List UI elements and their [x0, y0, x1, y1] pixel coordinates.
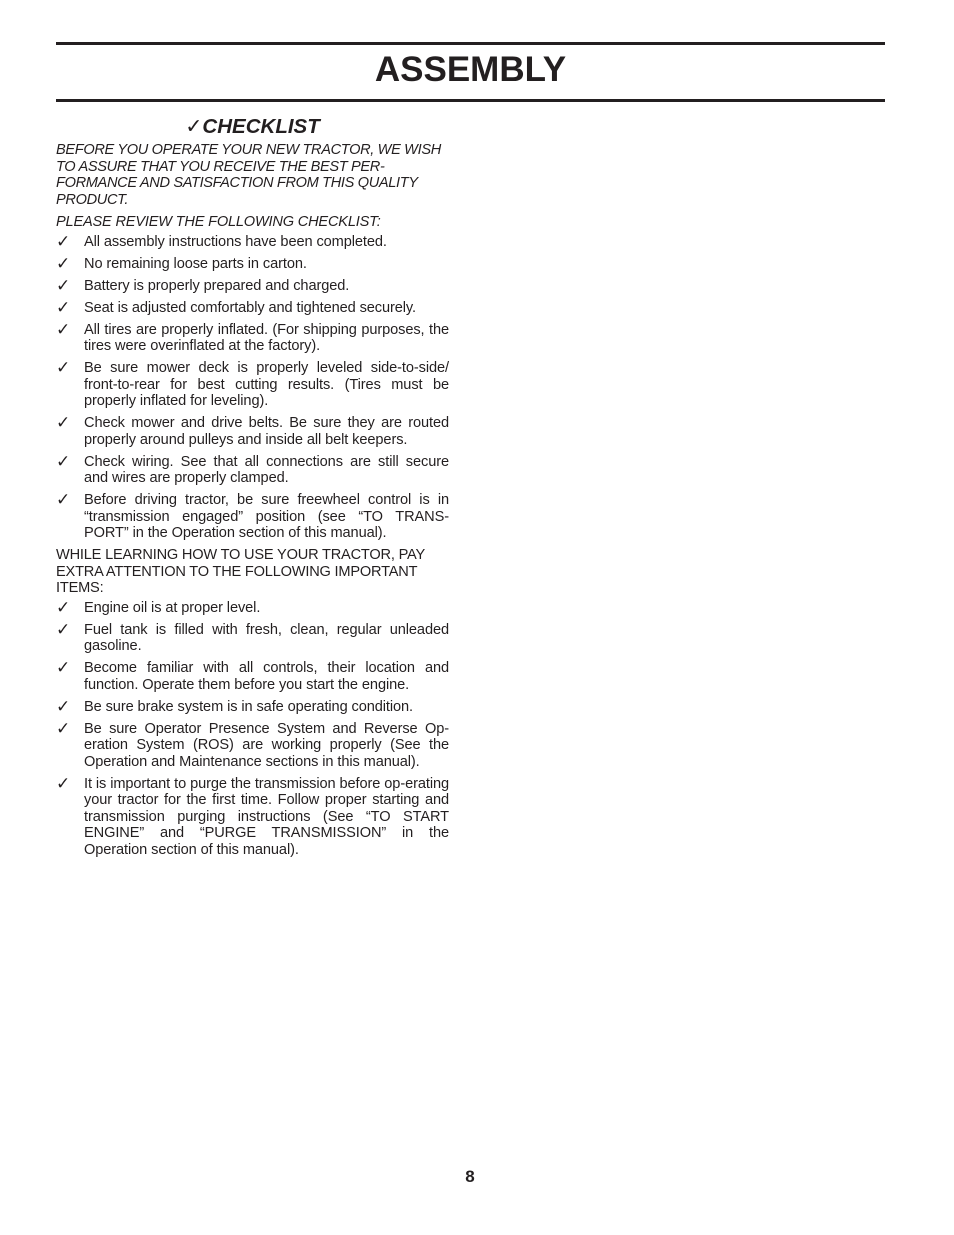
checklist-item: ✓ All tires are properly inflated. (For shipping purposes, the tires were overinflated at the factory). — [56, 319, 449, 354]
checkmark-icon: ✓ — [56, 696, 71, 717]
checkmark-icon: ✓ — [56, 297, 71, 318]
checklist-item: ✓ Check wiring. See that all connections are still secure and wires are properly clamped. — [56, 451, 449, 486]
learning-item: ✓ Fuel tank is filled with fresh, clean, regular unleaded gasoline. — [56, 619, 449, 654]
header-rule-top — [56, 42, 885, 45]
checklist-item: ✓ Check mower and drive belts. Be sure they are routed properly around pulleys and inside all belt keepers. — [56, 413, 449, 448]
page-title: ASSEMBLY — [374, 50, 567, 89]
checklist-item: ✓ Before driving tractor, be sure freewheel control is in “transmission engaged” position (see “TO TRANS-PORT” in the Operation section of this manual). — [56, 490, 449, 541]
checklist-item: ✓ All assembly instructions have been completed. — [56, 231, 387, 252]
checklist-item: ✓ Be sure mower deck is properly leveled side-to-side/ front-to-rear for best cutting results. (Tires must be properly inflated for leveling). — [56, 358, 449, 409]
page-number: 8 — [465, 1167, 475, 1186]
checkmark-icon: ✓ — [56, 231, 71, 252]
checklist-item: ✓ Battery is properly prepared and charged. — [56, 275, 350, 296]
learning-item: ✓ Be sure brake system is in safe operating condition. — [56, 696, 414, 717]
checkmark-icon: ✓ — [56, 413, 71, 433]
checkmark-icon: ✓ — [56, 597, 71, 618]
checkmark-icon: ✓ — [56, 658, 71, 678]
learning-item: ✓ It is important to purge the transmission before op-erating your tractor for the first time. Follow proper starting and transmission purging instructions (See “TO START ENGINE” and “PURGE TRANSMISSION” in the Operation section of this manual). — [56, 773, 449, 858]
learning-intro: WHILE LEARNING HOW TO USE YOUR TRACTOR, PAY EXTRA ATTENTION TO THE FOLLOWING IMPORTANT ITEMS: — [56, 547, 425, 596]
learning-checklist — [56, 597, 449, 859]
checklist-intro: BEFORE YOU OPERATE YOUR NEW TRACTOR, WE WISH TO ASSURE THAT YOU RECEIVE THE BEST PER-FORMANCE AND SATISFACTION FROM THIS QUALITY PRODUCT. — [56, 142, 441, 208]
checkmark-icon: ✓ — [56, 490, 71, 510]
header-rule-bottom — [56, 99, 885, 102]
checklist-prompt: PLEASE REVIEW THE FOLLOWING CHECKLIST: — [56, 214, 381, 230]
checkmark-icon: ✓ — [56, 451, 71, 472]
checkmark-icon: ✓ — [56, 358, 71, 378]
checkmark-icon: ✓ — [56, 319, 71, 340]
content-column — [56, 114, 449, 864]
checkmark-icon: ✓ — [56, 619, 71, 640]
learning-item: ✓ Be sure Operator Presence System and Reverse Op-eration System (ROS) are working properly (See the Operation and Maintenance sections in this manual). — [56, 718, 449, 770]
learning-item: ✓ Engine oil is at proper level. — [56, 597, 261, 618]
checklist-item: ✓ Seat is adjusted comfortably and tightened securely. — [56, 297, 417, 318]
checkmark-icon: ✓ — [56, 253, 71, 274]
checkmark-icon: ✓ — [56, 718, 71, 739]
checklist-heading: ✓CHECKLIST — [185, 115, 320, 138]
checklist — [56, 231, 449, 542]
checklist-item: ✓ No remaining loose parts in carton. — [56, 253, 307, 274]
checkmark-icon: ✓ — [56, 773, 71, 794]
learning-item: ✓ Become familiar with all controls, their location and function. Operate them before you start the engine. — [56, 658, 449, 693]
checkmark-icon: ✓ — [56, 275, 71, 296]
